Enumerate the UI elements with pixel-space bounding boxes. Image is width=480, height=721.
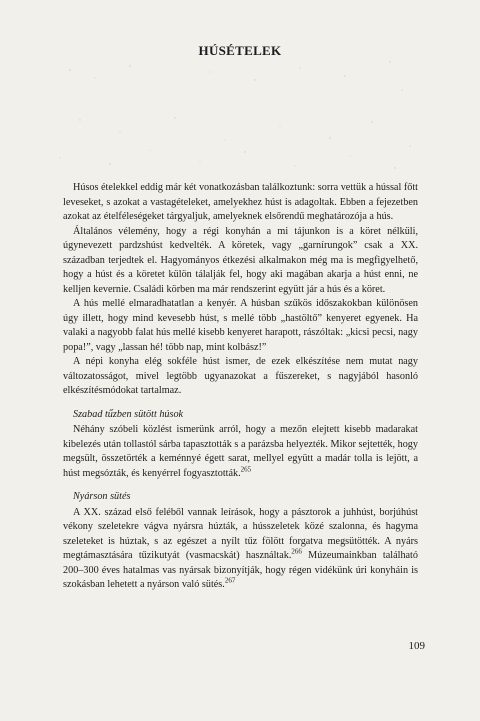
paragraph-text: Múzeumainkban található 200–300 éves hatalmas vas nyársak bizonyítják, hogy régen vidékünk úri konyháin is szokásban lehetett a nyárson való sütés. bbox=[63, 550, 418, 590]
paragraph: Húsos ételekkel eddig már két vonatkozásban találkoztunk: sorra vettük a hússal főtt leveseket, s azokat a vastagételeket, amelyekhez húst is adagoltak. Ebben a fejezetben azokat az ételféleségeket tárgyaljuk, amelyeknek elsőrendű meghatározója a hús. bbox=[63, 182, 418, 222]
paragraph: A hús mellé elmaradhatatlan a kenyér. A húsban szűkös időszakokban különösen úgy illett, hogy mind kevesebb húst, s mellé több „hastöltő” kenyeret egyenek. Ha valaki a nagyobb falat hús mellé kisebb kenyeret harapott, rászóltak: „kicsi pecsi, nagy popa!”, vagy „lassan hé! több nap, mint kolbász!” bbox=[63, 298, 418, 353]
paragraph: Általános vélemény, hogy a régi konyhán a mi tájunkon is a köret nélküli, úgynevezett pardzshúst kedvelték. A köretek, vagy „garnírungok” csak a XX. században terjedtek el. Hagyományos étkezési alkalmakon még ma is megfigyelhető, hogy a húst és a köretet külön tálalják fel, hogy aki magában akarja a húst enni, ne kelljen kevernie. Családi körben ma már rendszerint együtt jár a hús és a köret. bbox=[63, 225, 418, 295]
chapter-title: HÚSÉTELEK bbox=[198, 43, 282, 58]
paragraph-text: A XX. század első feléből vannak leírások, hogy a pásztorok a juhhúst, borjúhúst vékony szeletekre vágva nyársra húzták, a hússzeletek közé szalonna, és hagyma szeleteket is húztak, s az egészet a nyílt tűz fölött forgatva megsütötték. A nyárs megtámasztására tűzikutyát (vasmacskát) használtak. bbox=[63, 506, 418, 561]
section-heading: Nyárson sütés bbox=[73, 491, 131, 502]
footnote-ref: 267 bbox=[224, 576, 236, 585]
paragraph bbox=[63, 506, 418, 593]
body-text bbox=[63, 181, 418, 593]
paragraph bbox=[63, 423, 418, 481]
page-number: 109 bbox=[408, 640, 425, 652]
paragraph: A népi konyha elég sokféle húst ismer, de ezek elkészítése nem mutat nagy változatosságot, mivel legtöbb ugyanazokat a fűszereket, s nagyjából hasonló elkészítésmódokat tartalmaz. bbox=[63, 356, 418, 396]
footnote-ref: 266 bbox=[291, 547, 302, 556]
section-heading: Szabad tűzben sütött húsok bbox=[73, 408, 184, 420]
paragraph-text: Néhány szóbeli közlést ismerünk arról, hogy a mezőn elejtett kisebb madarakat kibelezés után tollastól sárba tapasztották s a parázsba helyezték. Mikor sejtették, hogy megsült, összetörték a keménnyé égett sarat, mellyel együtt a madár tolla is lejött, a húst megsózták, és kenyérrel fogyasztották. bbox=[63, 424, 418, 479]
footnote-ref: 265 bbox=[240, 465, 252, 474]
